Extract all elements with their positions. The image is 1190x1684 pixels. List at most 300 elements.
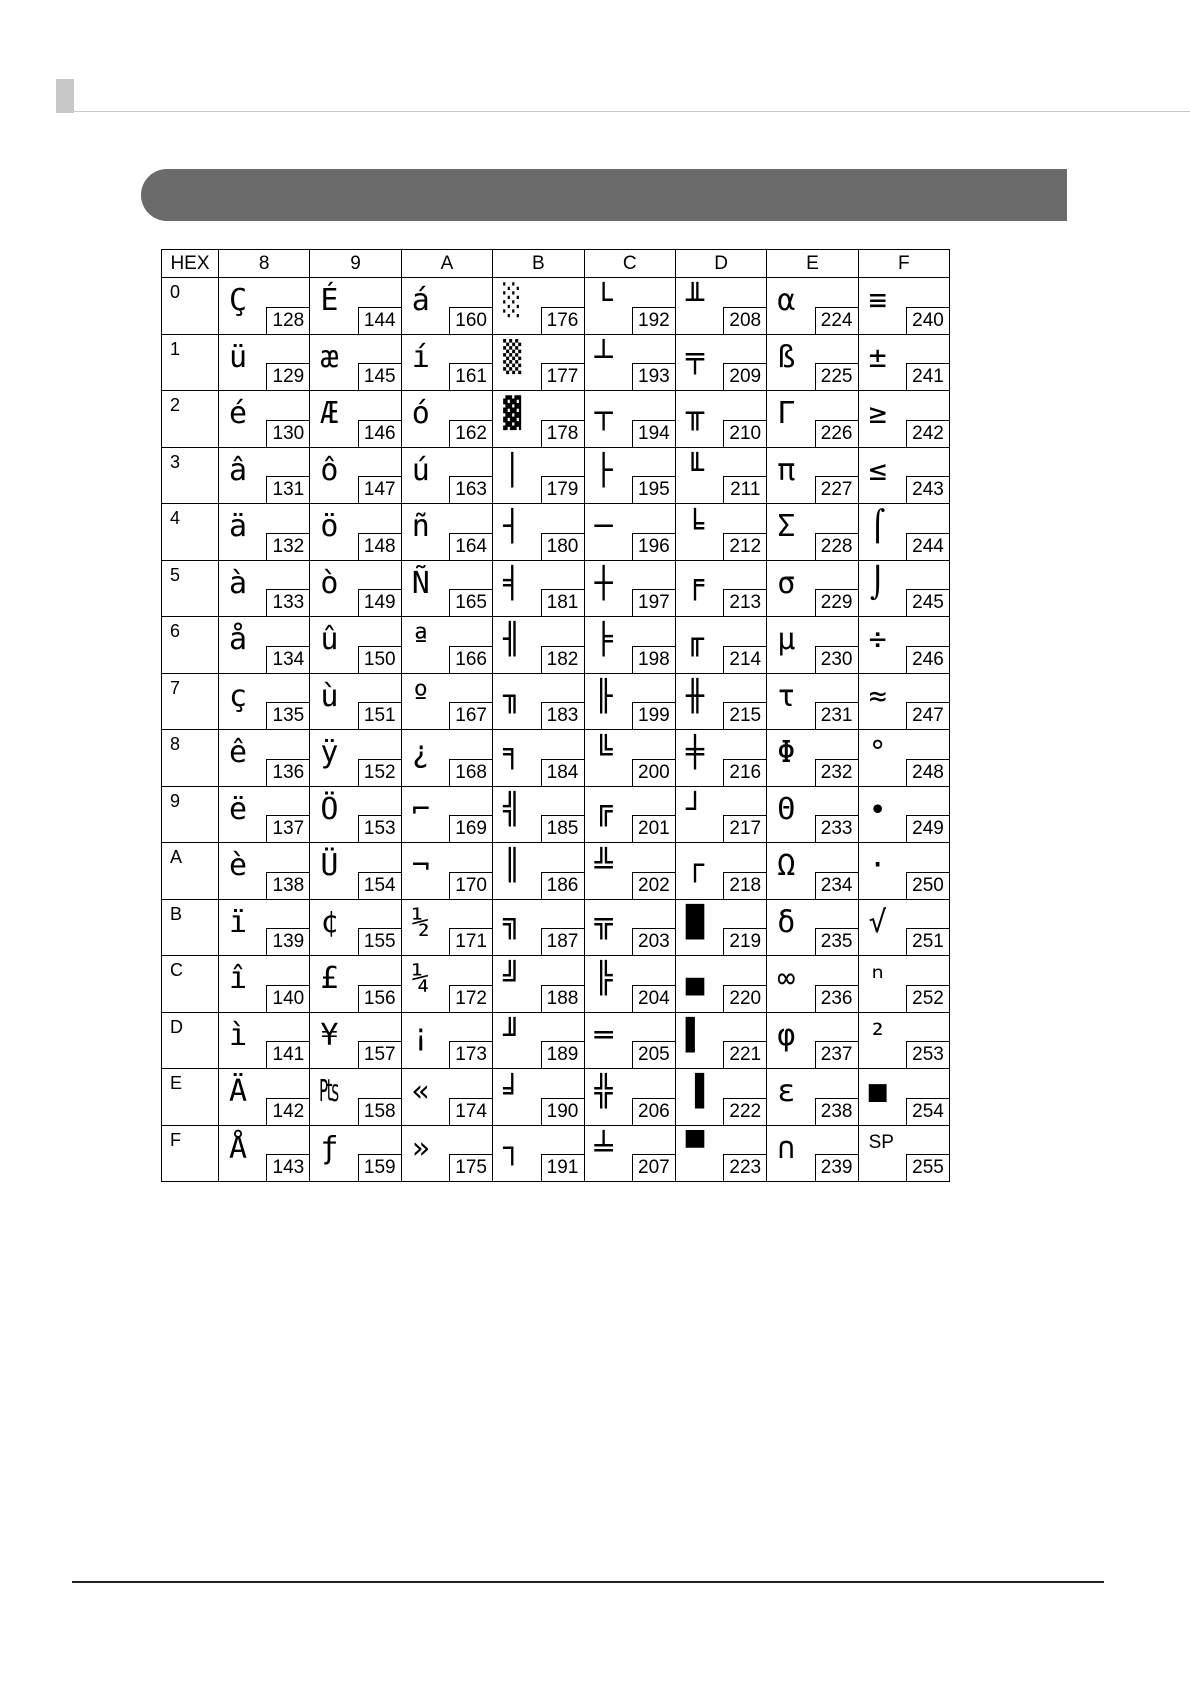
- char-cell: [767, 504, 858, 561]
- decimal-code: 186: [541, 872, 584, 899]
- column-header: B: [493, 250, 584, 278]
- char-cell: [675, 1125, 766, 1182]
- decimal-code: 196: [632, 533, 675, 560]
- char-cell: [675, 560, 766, 617]
- decimal-code: 228: [815, 533, 858, 560]
- decimal-code: 231: [815, 702, 858, 729]
- column-header: C: [584, 250, 675, 278]
- char-glyph: ╛: [503, 1074, 522, 1109]
- decimal-code: 245: [906, 589, 949, 616]
- decimal-code: 130: [266, 420, 309, 447]
- char-cell: [858, 673, 949, 730]
- char-glyph: ┌: [685, 848, 704, 883]
- char-glyph: ß: [777, 339, 796, 375]
- row-header-cell: [162, 278, 219, 335]
- decimal-code: 217: [723, 815, 766, 842]
- char-cell: [493, 617, 584, 674]
- char-glyph: ä: [229, 509, 248, 544]
- decimal-code: 238: [815, 1098, 858, 1125]
- decimal-code: 182: [541, 646, 584, 673]
- char-cell: [767, 730, 858, 787]
- char-cell: [767, 786, 858, 843]
- char-cell: [493, 1012, 584, 1069]
- char-cell: [401, 447, 492, 504]
- char-glyph: ╜: [503, 1017, 522, 1053]
- char-cell: [310, 899, 401, 956]
- char-glyph: ⌠: [868, 509, 887, 544]
- char-glyph: Ü: [320, 848, 339, 883]
- decimal-code: 141: [266, 1041, 309, 1068]
- decimal-code: 204: [632, 985, 675, 1012]
- char-glyph: ╧: [594, 1130, 613, 1166]
- char-cell: [493, 899, 584, 956]
- row-header-cell: [162, 1069, 219, 1126]
- char-glyph: ç: [229, 678, 248, 714]
- char-glyph: ┼: [594, 565, 613, 601]
- char-glyph: ╡: [503, 565, 522, 601]
- decimal-code: 157: [358, 1041, 401, 1068]
- char-cell: [493, 278, 584, 335]
- row-header-cell: [162, 391, 219, 448]
- decimal-code: 240: [906, 307, 949, 334]
- char-cell: [401, 673, 492, 730]
- decimal-code: 235: [815, 928, 858, 955]
- char-glyph: ├: [594, 452, 613, 488]
- char-cell: [675, 673, 766, 730]
- char-glyph: ╙: [685, 452, 704, 488]
- row-hex-label: 8: [170, 734, 181, 754]
- decimal-code: 226: [815, 420, 858, 447]
- char-cell: [219, 956, 310, 1013]
- char-cell: [493, 673, 584, 730]
- char-glyph: ¿: [411, 735, 430, 770]
- char-cell: [219, 617, 310, 674]
- char-glyph: ê: [229, 735, 248, 770]
- decimal-code: 170: [449, 872, 492, 899]
- char-glyph: ¢: [320, 904, 339, 940]
- decimal-code: 160: [449, 307, 492, 334]
- char-glyph: °: [868, 735, 887, 770]
- decimal-code: 135: [266, 702, 309, 729]
- row-hex-label: E: [170, 1073, 183, 1093]
- char-cell: [310, 1012, 401, 1069]
- row-header-cell: [162, 447, 219, 504]
- char-cell: [401, 786, 492, 843]
- char-glyph: ╗: [503, 904, 522, 940]
- decimal-code: 225: [815, 363, 858, 390]
- table-row: [162, 504, 950, 561]
- char-cell: [310, 391, 401, 448]
- decimal-code: 134: [266, 646, 309, 673]
- char-glyph: û: [320, 622, 339, 657]
- char-cell: [584, 673, 675, 730]
- char-glyph: ∩: [777, 1130, 796, 1166]
- decimal-code: 149: [358, 589, 401, 616]
- decimal-code: 210: [723, 420, 766, 447]
- char-glyph: Ä: [229, 1074, 248, 1109]
- column-header: A: [401, 250, 492, 278]
- char-glyph: ╒: [685, 565, 704, 601]
- char-cell: [767, 956, 858, 1013]
- row-header-cell: [162, 843, 219, 900]
- decimal-code: 145: [358, 363, 401, 390]
- char-cell: [219, 843, 310, 900]
- char-cell: [584, 334, 675, 391]
- char-cell: [584, 617, 675, 674]
- char-glyph: π: [777, 452, 796, 488]
- char-glyph: Ω: [777, 848, 796, 883]
- char-glyph: α: [777, 283, 796, 318]
- char-cell: [767, 391, 858, 448]
- char-glyph: ú: [411, 452, 430, 488]
- header-marker-block: [56, 79, 74, 113]
- char-glyph: ▒: [503, 339, 522, 375]
- char-cell: [858, 560, 949, 617]
- decimal-code: 220: [723, 985, 766, 1012]
- section-title-bar: [141, 169, 1067, 221]
- table-row: [162, 673, 950, 730]
- decimal-code: 138: [266, 872, 309, 899]
- decimal-code: 171: [449, 928, 492, 955]
- char-cell: [858, 786, 949, 843]
- char-glyph: ₧: [320, 1074, 339, 1109]
- char-cell: [310, 617, 401, 674]
- char-cell: [310, 447, 401, 504]
- decimal-code: 242: [906, 420, 949, 447]
- table-row: [162, 447, 950, 504]
- decimal-code: 233: [815, 815, 858, 842]
- decimal-code: 254: [906, 1098, 949, 1125]
- char-cell: [584, 447, 675, 504]
- char-glyph: ε: [777, 1074, 796, 1109]
- char-glyph: ¬: [411, 848, 430, 883]
- row-header-cell: [162, 956, 219, 1013]
- column-header: D: [675, 250, 766, 278]
- decimal-code: 236: [815, 985, 858, 1012]
- column-header: E: [767, 250, 858, 278]
- decimal-code: 161: [449, 363, 492, 390]
- char-glyph: ≤: [868, 452, 887, 488]
- table-row: [162, 786, 950, 843]
- char-glyph: ∞: [777, 961, 796, 996]
- char-glyph: ∙: [868, 791, 887, 827]
- decimal-code: 211: [723, 476, 766, 503]
- char-cell: [675, 1069, 766, 1126]
- char-cell: [858, 1125, 949, 1182]
- char-glyph: ╥: [685, 396, 704, 431]
- char-cell: [493, 1069, 584, 1126]
- char-glyph: ô: [320, 452, 339, 488]
- char-glyph: ì: [229, 1017, 248, 1053]
- decimal-code: 172: [449, 985, 492, 1012]
- decimal-code: 252: [906, 985, 949, 1012]
- decimal-code: 152: [358, 759, 401, 786]
- char-cell: [493, 560, 584, 617]
- row-header-cell: [162, 786, 219, 843]
- row-header-cell: [162, 1012, 219, 1069]
- char-glyph: ╣: [503, 791, 522, 827]
- decimal-code: 253: [906, 1041, 949, 1068]
- decimal-code: 255: [906, 1154, 949, 1181]
- decimal-code: 219: [723, 928, 766, 955]
- char-cell: [675, 786, 766, 843]
- decimal-code: 224: [815, 307, 858, 334]
- char-cell: [310, 730, 401, 787]
- decimal-code: 167: [449, 702, 492, 729]
- char-glyph: Φ: [777, 735, 796, 770]
- decimal-code: 164: [449, 533, 492, 560]
- char-glyph: Ç: [229, 283, 248, 318]
- char-glyph: º: [411, 678, 430, 714]
- decimal-code: 175: [449, 1154, 492, 1181]
- row-hex-label: 4: [170, 508, 181, 528]
- char-glyph: ⌡: [868, 565, 887, 601]
- char-cell: [401, 617, 492, 674]
- char-cell: [675, 956, 766, 1013]
- row-hex-label: B: [170, 903, 183, 924]
- row-header-cell: [162, 334, 219, 391]
- decimal-code: 218: [723, 872, 766, 899]
- char-cell: [493, 504, 584, 561]
- char-glyph: ¼: [411, 961, 430, 996]
- decimal-code: 251: [906, 928, 949, 955]
- char-glyph: ±: [868, 339, 887, 375]
- char-cell: [858, 391, 949, 448]
- char-glyph: │: [503, 452, 522, 488]
- decimal-code: 151: [358, 702, 401, 729]
- decimal-code: 237: [815, 1041, 858, 1068]
- char-glyph: µ: [777, 622, 796, 657]
- decimal-code: 194: [632, 420, 675, 447]
- char-cell: [219, 334, 310, 391]
- decimal-code: 202: [632, 872, 675, 899]
- decimal-code: 136: [266, 759, 309, 786]
- char-cell: [401, 560, 492, 617]
- char-cell: [858, 1012, 949, 1069]
- char-cell: [310, 786, 401, 843]
- char-cell: [310, 560, 401, 617]
- decimal-code: 214: [723, 646, 766, 673]
- char-glyph: ┤: [503, 509, 522, 544]
- char-glyph: ö: [320, 509, 339, 544]
- row-hex-label: 7: [170, 677, 181, 698]
- char-cell: [219, 504, 310, 561]
- decimal-code: 155: [358, 928, 401, 955]
- char-cell: [858, 617, 949, 674]
- row-hex-label: C: [170, 960, 183, 980]
- char-glyph: ┬: [594, 396, 613, 431]
- char-glyph: ò: [320, 565, 339, 601]
- char-cell: [767, 447, 858, 504]
- char-cell: [219, 673, 310, 730]
- char-glyph: £: [320, 961, 339, 996]
- char-glyph: â: [229, 452, 248, 488]
- decimal-code: 249: [906, 815, 949, 842]
- column-header: F: [858, 250, 949, 278]
- decimal-code: 146: [358, 420, 401, 447]
- char-cell: [675, 843, 766, 900]
- char-glyph: ·: [868, 848, 887, 883]
- row-hex-label: 5: [170, 564, 181, 585]
- row-header-cell: [162, 504, 219, 561]
- char-glyph: Ö: [320, 791, 339, 827]
- decimal-code: 177: [541, 363, 584, 390]
- decimal-code: 199: [632, 702, 675, 729]
- char-glyph: ╟: [594, 678, 613, 714]
- char-cell: [584, 843, 675, 900]
- char-cell: [858, 334, 949, 391]
- table-row: [162, 899, 950, 956]
- char-glyph: ╪: [685, 735, 704, 770]
- char-cell: [401, 391, 492, 448]
- char-glyph: æ: [320, 339, 339, 375]
- char-cell: [310, 334, 401, 391]
- char-cell: [401, 899, 492, 956]
- decimal-code: 230: [815, 646, 858, 673]
- row-header-cell: [162, 899, 219, 956]
- table-row: [162, 334, 950, 391]
- char-glyph: ░: [503, 283, 522, 318]
- char-glyph: ó: [411, 396, 430, 431]
- char-cell: [401, 1012, 492, 1069]
- char-cell: [858, 730, 949, 787]
- header-rule: [74, 111, 1190, 112]
- char-cell: [675, 730, 766, 787]
- char-glyph: ù: [320, 678, 339, 714]
- char-glyph: √: [868, 904, 887, 940]
- decimal-code: 181: [541, 589, 584, 616]
- char-glyph: î: [229, 961, 248, 996]
- char-cell: [584, 278, 675, 335]
- decimal-code: 216: [723, 759, 766, 786]
- char-cell: [584, 1012, 675, 1069]
- char-glyph: ≡: [868, 283, 887, 318]
- decimal-code: 203: [632, 928, 675, 955]
- decimal-code: 176: [541, 307, 584, 334]
- decimal-code: 183: [541, 702, 584, 729]
- decimal-code: 148: [358, 533, 401, 560]
- row-hex-label: 0: [170, 282, 181, 302]
- char-cell: [401, 956, 492, 1013]
- char-cell: [767, 1125, 858, 1182]
- decimal-code: 222: [723, 1098, 766, 1125]
- char-cell: [219, 278, 310, 335]
- char-glyph: à: [229, 565, 248, 601]
- char-glyph: ╢: [503, 622, 522, 657]
- char-glyph: É: [320, 283, 339, 318]
- table-row: [162, 391, 950, 448]
- char-cell: [310, 504, 401, 561]
- char-glyph: Σ: [777, 509, 796, 544]
- char-cell: [584, 1125, 675, 1182]
- char-glyph: é: [229, 396, 248, 431]
- char-glyph: å: [229, 622, 248, 657]
- decimal-code: 250: [906, 872, 949, 899]
- char-glyph: ƒ: [320, 1130, 339, 1166]
- char-glyph: ─: [594, 509, 613, 544]
- char-glyph: »: [411, 1130, 430, 1166]
- char-glyph: ≥: [868, 396, 887, 431]
- char-glyph: ╠: [594, 961, 613, 996]
- row-header-cell: [162, 673, 219, 730]
- decimal-code: 223: [723, 1154, 766, 1181]
- char-cell: [767, 617, 858, 674]
- decimal-code: 180: [541, 533, 584, 560]
- decimal-code: 144: [358, 307, 401, 334]
- char-cell: [858, 1069, 949, 1126]
- char-glyph: φ: [777, 1017, 796, 1053]
- decimal-code: 129: [266, 363, 309, 390]
- char-cell: [219, 447, 310, 504]
- char-glyph: τ: [777, 678, 796, 714]
- decimal-code: 142: [266, 1098, 309, 1125]
- decimal-code: 173: [449, 1041, 492, 1068]
- char-cell: [584, 560, 675, 617]
- char-cell: [493, 956, 584, 1013]
- char-glyph: ╫: [685, 678, 704, 714]
- decimal-code: 187: [541, 928, 584, 955]
- char-cell: [767, 334, 858, 391]
- char-glyph: á: [411, 283, 430, 318]
- decimal-code: 209: [723, 363, 766, 390]
- char-cell: [675, 278, 766, 335]
- char-glyph: ï: [229, 904, 248, 940]
- char-glyph: ▄: [685, 961, 704, 996]
- char-cell: [675, 334, 766, 391]
- char-glyph: ▐: [685, 1074, 704, 1109]
- table-row: [162, 560, 950, 617]
- decimal-code: 207: [632, 1154, 675, 1181]
- char-cell: [310, 278, 401, 335]
- decimal-code: 169: [449, 815, 492, 842]
- decimal-code: 213: [723, 589, 766, 616]
- decimal-code: 139: [266, 928, 309, 955]
- decimal-code: 166: [449, 646, 492, 673]
- char-cell: [858, 278, 949, 335]
- char-glyph: ü: [229, 339, 248, 375]
- char-cell: [310, 956, 401, 1013]
- char-cell: [584, 391, 675, 448]
- decimal-code: 158: [358, 1098, 401, 1125]
- char-glyph: ═: [594, 1017, 613, 1053]
- char-glyph: ╖: [503, 678, 522, 714]
- char-glyph: ╕: [503, 735, 522, 770]
- char-cell: [858, 447, 949, 504]
- row-hex-label: F: [170, 1129, 181, 1150]
- char-glyph: ¥: [320, 1017, 339, 1053]
- table-row: [162, 730, 950, 787]
- char-glyph: ╝: [503, 961, 522, 996]
- char-cell: [858, 843, 949, 900]
- char-glyph: ⁿ: [868, 961, 887, 996]
- char-glyph: ╬: [594, 1074, 613, 1109]
- char-cell: [767, 673, 858, 730]
- char-glyph: ª: [411, 622, 430, 657]
- decimal-code: 243: [906, 476, 949, 503]
- footer-rule: [72, 1581, 1104, 1583]
- char-glyph: Γ: [777, 396, 796, 431]
- char-cell: [675, 447, 766, 504]
- char-cell: [675, 1012, 766, 1069]
- decimal-code: 150: [358, 646, 401, 673]
- char-cell: [493, 730, 584, 787]
- char-glyph: ▌: [685, 1017, 704, 1053]
- char-glyph: Å: [229, 1130, 248, 1166]
- row-header-cell: [162, 1125, 219, 1182]
- char-glyph: ╦: [594, 904, 613, 940]
- decimal-code: 232: [815, 759, 858, 786]
- char-cell: [858, 504, 949, 561]
